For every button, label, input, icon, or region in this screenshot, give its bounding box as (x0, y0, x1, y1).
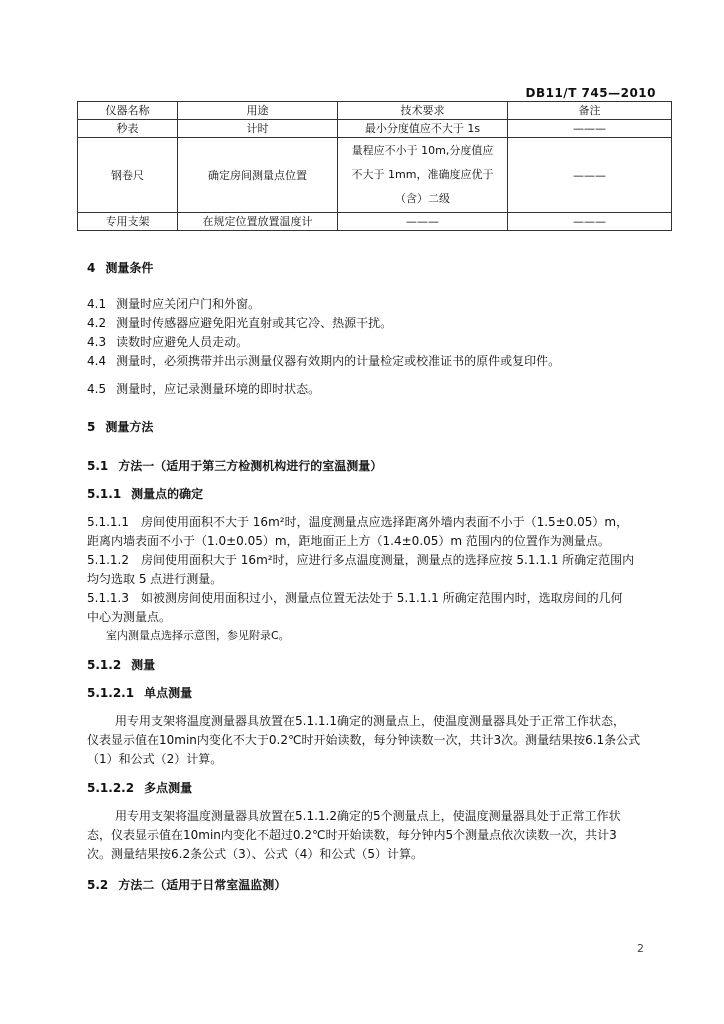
requirement-line: （含）二级 (395, 192, 450, 205)
clause-5-1-1-2-line: 均匀选取 5 点进行测量。 (87, 572, 223, 586)
section-4-heading (87, 259, 153, 276)
paragraph-line: 用专用支架将温度测量器具放置在5.1.1.2确定的5个测量点上，使温度测量器具处于正常工作状 (115, 809, 621, 823)
table-header-cell: 技术要求 (338, 102, 508, 120)
note-line: 室内测量点选择示意图，参见附录C。 (106, 629, 290, 642)
section-number: 4 (87, 261, 96, 275)
section-title: 多点测量 (144, 781, 193, 795)
section-5-heading (87, 418, 153, 435)
paragraph-line: 仪表显示值在10min内变化不大于0.2℃时开始读数，每分钟读数一次，共计3次。测量结果按6.1条公式 (87, 733, 641, 747)
paragraph-line: 次。测量结果按6.2条公式（3）、公式（4）和公式（5）计算。 (87, 847, 423, 861)
clause-number: 4.5 (87, 382, 107, 396)
clause-text: 测量时，必须携带并出示测量仪器有效期内的计量检定或校准证书的原件或复印件。 (116, 354, 561, 368)
table-header-cell: 备注 (508, 102, 672, 120)
section-title: 方法一（适用于第三方检测机构进行的室温测量） (118, 459, 383, 473)
paragraph-line: 态，仪表显示值在10min内变化不超过0.2℃时开始读数，每分钟内5个测量点依次读数一次，共计3 (87, 828, 617, 842)
section-number: 5.1.2.1 (87, 686, 135, 700)
clause-4-3 (87, 333, 248, 350)
section-number: 5 (87, 420, 96, 434)
section-number: 5.1.2 (87, 658, 122, 672)
clause-5-1-1-2-line: 5.1.1.2 房间使用面积大于 16m²时，应进行多点温度测量，测量点的选择应按 5.1.1.1 所确定范围内 (87, 553, 635, 567)
section-title: 测量条件 (105, 261, 154, 275)
section-5-2-heading (87, 876, 286, 893)
section-5-1-2-1-heading (87, 684, 192, 701)
section-number: 5.1.2.2 (87, 781, 135, 795)
table-cell: 最小分度值应不大于 1s (338, 120, 508, 138)
table-cell: 确定房间测量点位置 (178, 138, 338, 213)
section-title: 方法二（适用于日常室温监测） (118, 878, 287, 892)
table-cell: ——— (508, 213, 672, 231)
table-cell: 专用支架 (78, 213, 178, 231)
clause-number: 4.2 (87, 316, 107, 330)
document-code: DB11/T 745—2010 (525, 86, 656, 100)
clause-text: 测量时应关闭户门和外窗。 (116, 297, 261, 311)
table-cell (338, 138, 508, 213)
section-title: 测量方法 (105, 420, 154, 434)
table-cell: 钢卷尺 (78, 138, 178, 213)
clause-text: 测量时，应记录测量环境的即时状态。 (116, 382, 321, 396)
section-title: 测量 (131, 658, 156, 672)
section-5-1-heading (87, 457, 382, 474)
paragraph-line: 用专用支架将温度测量器具放置在5.1.1.1确定的测量点上，使温度测量器具处于正常工作状态， (115, 714, 625, 728)
table-cell: 秒表 (78, 120, 178, 138)
clause-5-1-1-3-line: 5.1.1.3 如被测房间使用面积过小，测量点位置无法处于 5.1.1.1 所确定范围内时，选取房间的几何 (87, 591, 623, 605)
clause-4-4 (87, 352, 560, 369)
clause-text: 测量时传感器应避免阳光直射或其它冷、热源干扰。 (116, 316, 393, 330)
table-header-cell: 仪器名称 (78, 102, 178, 120)
clause-5-1-1-1-line: 距离内墙表面不小于（1.0±0.05）m，距地面正上方（1.4±0.05）m 范围内的位置作为测量点。 (87, 534, 610, 548)
clause-5-1-1-3-line: 中心为测量点。 (87, 610, 172, 624)
section-title: 单点测量 (144, 686, 193, 700)
table-row (78, 138, 672, 213)
requirement-line: 量程应不小于 10m,分度值应 (351, 144, 494, 157)
table-row (78, 120, 672, 138)
page-number: 2 (637, 942, 644, 955)
section-number: 5.1 (87, 459, 109, 473)
section-5-1-2-2-heading (87, 779, 192, 796)
clause-text: 读数时应避免人员走动。 (116, 335, 249, 349)
section-5-1-2-heading (87, 656, 155, 673)
requirement-line: 不大于 1mm，准确度应优于 (351, 168, 494, 181)
table-cell: 计时 (178, 120, 338, 138)
clause-4-1 (87, 295, 260, 312)
clause-4-5 (87, 380, 320, 397)
table-cell: 在规定位置放置温度计 (178, 213, 338, 231)
paragraph-line: （1）和公式（2）计算。 (87, 752, 223, 766)
table-cell: ——— (508, 138, 672, 213)
section-number: 5.1.1 (87, 487, 122, 501)
equipment-table (77, 101, 672, 231)
clause-number: 4.1 (87, 297, 107, 311)
table-cell: ——— (508, 120, 672, 138)
table-header-row (78, 102, 672, 120)
table-row (78, 213, 672, 231)
section-5-1-1-heading (87, 485, 203, 502)
clause-number: 4.4 (87, 354, 107, 368)
table-cell: ——— (338, 213, 508, 231)
table-header-cell: 用途 (178, 102, 338, 120)
section-title: 测量点的确定 (131, 487, 204, 501)
clause-5-1-1-1-line: 5.1.1.1 房间使用面积不大于 16m²时，温度测量点应选择距离外墙内表面不小于（1.5±0.05）m， (87, 515, 629, 529)
section-number: 5.2 (87, 878, 109, 892)
clause-number: 4.3 (87, 335, 107, 349)
clause-4-2 (87, 314, 392, 331)
